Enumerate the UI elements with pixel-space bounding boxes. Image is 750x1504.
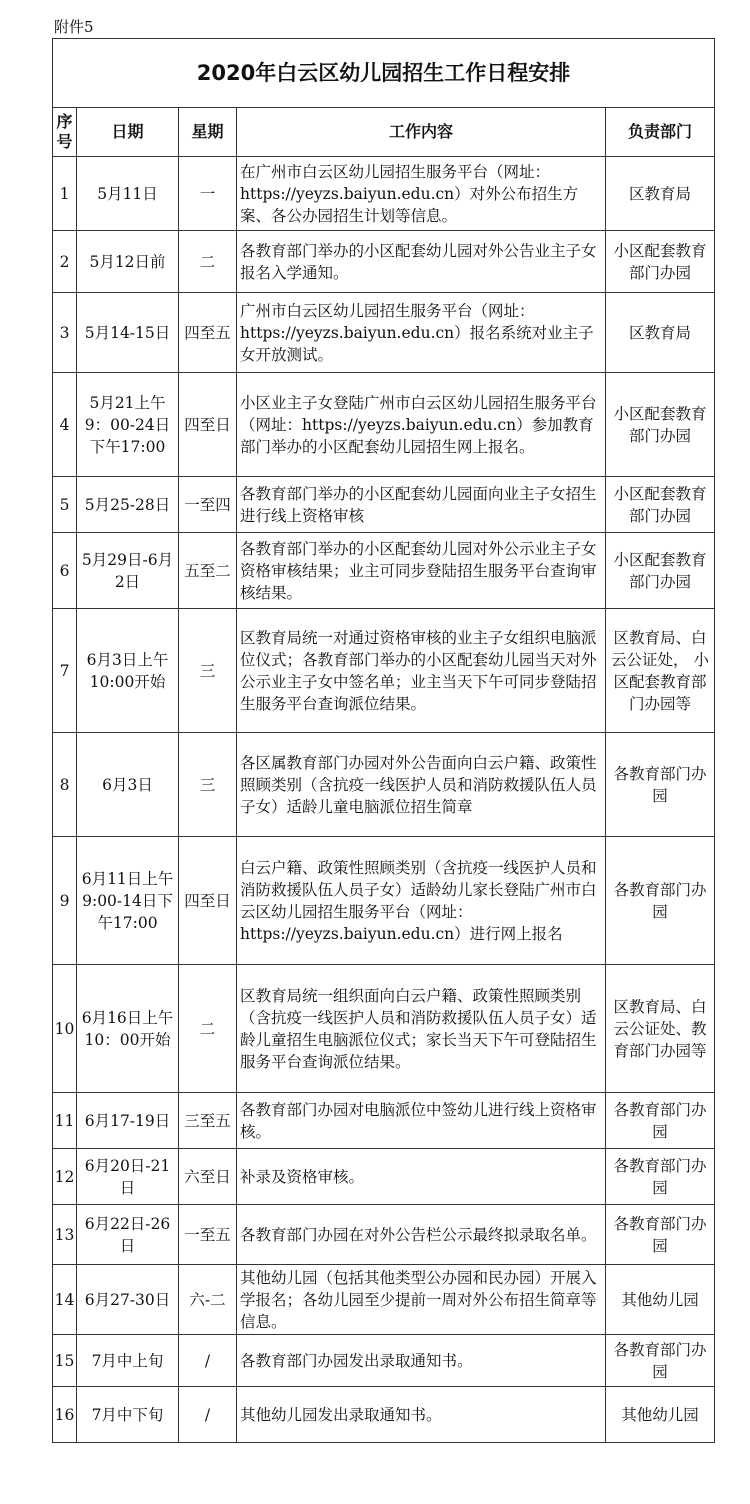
row-content: 白云户籍、政策性照顾类别（含抗疫一线医护人员和消防救援队伍人员子女）适龄幼儿家长登陆广州市白云区幼儿园招生服务平台（网址：https://yeyzs.baiyun.edu.cn）进行网上报名 xyxy=(237,837,606,965)
row-date: 5月29日-6月2日 xyxy=(77,533,179,609)
row-date: 7月中下旬 xyxy=(77,1387,179,1443)
row-weekday: 二 xyxy=(179,231,237,293)
row-date: 6月22日-26日 xyxy=(77,1205,179,1265)
row-date: 6月11日上午9:00-14日下午17:00 xyxy=(77,837,179,965)
table-row xyxy=(53,609,715,733)
row-number: 1 xyxy=(53,157,77,231)
table-row xyxy=(53,533,715,609)
row-content: 其他幼儿园（包括其他类型公办园和民办园）开展入学报名；各幼儿园至少提前一周对外公布招生简章等信息。 xyxy=(237,1265,606,1335)
row-date: 7月中上旬 xyxy=(77,1335,179,1387)
row-number: 9 xyxy=(53,837,77,965)
row-dept: 各教育部门办园 xyxy=(606,1335,715,1387)
row-weekday: 三 xyxy=(179,609,237,733)
row-weekday: 二 xyxy=(179,965,237,1093)
header-date: 日期 xyxy=(77,108,179,157)
header-row xyxy=(53,108,715,157)
row-number: 4 xyxy=(53,373,77,477)
table-row xyxy=(53,1265,715,1335)
row-weekday: / xyxy=(179,1387,237,1443)
row-dept: 各教育部门办园 xyxy=(606,1093,715,1149)
row-dept: 区教育局 xyxy=(606,157,715,231)
row-content: 区教育局统一组织面向白云户籍、政策性照顾类别（含抗疫一线医护人员和消防救援队伍人员子女）适龄儿童招生电脑派位仪式；家长当天下午可登陆招生服务平台查询派位结果。 xyxy=(237,965,606,1093)
row-dept: 区教育局、白云公证处， 小区配套教育部门办园等 xyxy=(606,609,715,733)
row-content: 区教育局统一对通过资格审核的业主子女组织电脑派位仪式；各教育部门举办的小区配套幼儿园当天对外公示业主子女中签名单；业主当天下午可同步登陆招生服务平台查询派位结果。 xyxy=(237,609,606,733)
attachment-label: 附件5 xyxy=(54,18,94,36)
row-date: 5月11日 xyxy=(77,157,179,231)
row-dept: 小区配套教育部门办园 xyxy=(606,477,715,533)
row-dept: 小区配套教育部门办园 xyxy=(606,533,715,609)
header-weekday: 星期 xyxy=(179,108,237,157)
row-content: 各教育部门举办的小区配套幼儿园对外公告业主子女报名入学通知。 xyxy=(237,231,606,293)
row-dept: 区教育局、白云公证处、教育部门办园等 xyxy=(606,965,715,1093)
table-row xyxy=(53,477,715,533)
row-number: 16 xyxy=(53,1387,77,1443)
row-dept: 区教育局 xyxy=(606,293,715,373)
row-number: 15 xyxy=(53,1335,77,1387)
row-number: 8 xyxy=(53,733,77,837)
row-date: 6月17-19日 xyxy=(77,1093,179,1149)
table-row xyxy=(53,1335,715,1387)
schedule-table xyxy=(52,38,715,1443)
table-row xyxy=(53,373,715,477)
row-dept: 各教育部门办园 xyxy=(606,1149,715,1205)
row-content: 各教育部门办园发出录取通知书。 xyxy=(237,1335,606,1387)
header-content: 工作内容 xyxy=(237,108,606,157)
title-row xyxy=(53,39,715,108)
row-dept: 其他幼儿园 xyxy=(606,1387,715,1443)
row-date: 6月3日 xyxy=(77,733,179,837)
row-date: 5月21上午9：00-24日下午17:00 xyxy=(77,373,179,477)
row-weekday: 六-二 xyxy=(179,1265,237,1335)
row-date: 6月20日-21日 xyxy=(77,1149,179,1205)
header-no: 序号 xyxy=(53,108,77,157)
row-content: 补录及资格审核。 xyxy=(237,1149,606,1205)
row-dept: 各教育部门办园 xyxy=(606,1205,715,1265)
row-dept: 小区配套教育部门办园 xyxy=(606,231,715,293)
row-weekday: 三至五 xyxy=(179,1093,237,1149)
row-content: 小区业主子女登陆广州市白云区幼儿园招生服务平台（网址：https://yeyzs.baiyun.edu.cn）参加教育部门举办的小区配套幼儿园招生网上报名。 xyxy=(237,373,606,477)
table-title: 2020年白云区幼儿园招生工作日程安排 xyxy=(53,39,715,108)
row-dept: 各教育部门办园 xyxy=(606,733,715,837)
row-content: 各教育部门举办的小区配套幼儿园面向业主子女招生进行线上资格审核 xyxy=(237,477,606,533)
row-date: 5月14-15日 xyxy=(77,293,179,373)
row-number: 7 xyxy=(53,609,77,733)
row-content: 各教育部门举办的小区配套幼儿园对外公示业主子女资格审核结果；业主可同步登陆招生服务平台查询审核结果。 xyxy=(237,533,606,609)
row-weekday: 四至五 xyxy=(179,293,237,373)
row-number: 14 xyxy=(53,1265,77,1335)
row-number: 3 xyxy=(53,293,77,373)
row-weekday: 四至日 xyxy=(179,373,237,477)
row-content: 各区属教育部门办园对外公告面向白云户籍、政策性照顾类别（含抗疫一线医护人员和消防救援队伍人员子女）适龄儿童电脑派位招生简章 xyxy=(237,733,606,837)
row-weekday: 一至五 xyxy=(179,1205,237,1265)
row-number: 12 xyxy=(53,1149,77,1205)
row-weekday: 三 xyxy=(179,733,237,837)
row-date: 6月27-30日 xyxy=(77,1265,179,1335)
row-number: 5 xyxy=(53,477,77,533)
row-weekday: 四至日 xyxy=(179,837,237,965)
row-content: 广州市白云区幼儿园招生服务平台（网址：https://yeyzs.baiyun.edu.cn）报名系统对业主子女开放测试。 xyxy=(237,293,606,373)
row-weekday: 六至日 xyxy=(179,1149,237,1205)
row-content: 各教育部门办园在对外公告栏公示最终拟录取名单。 xyxy=(237,1205,606,1265)
row-weekday: 一至四 xyxy=(179,477,237,533)
table-row xyxy=(53,231,715,293)
row-weekday: 一 xyxy=(179,157,237,231)
row-date: 5月25-28日 xyxy=(77,477,179,533)
table-row xyxy=(53,1149,715,1205)
table-row xyxy=(53,1093,715,1149)
row-content: 在广州市白云区幼儿园招生服务平台（网址：https://yeyzs.baiyun.edu.cn）对外公布招生方案、各公办园招生计划等信息。 xyxy=(237,157,606,231)
row-content: 其他幼儿园发出录取通知书。 xyxy=(237,1387,606,1443)
table-row xyxy=(53,837,715,965)
table-row xyxy=(53,965,715,1093)
row-dept: 各教育部门办园 xyxy=(606,837,715,965)
table-row xyxy=(53,157,715,231)
row-date: 6月3日上午10:00开始 xyxy=(77,609,179,733)
row-dept: 小区配套教育部门办园 xyxy=(606,373,715,477)
row-weekday: / xyxy=(179,1335,237,1387)
table-row xyxy=(53,293,715,373)
header-dept: 负责部门 xyxy=(606,108,715,157)
row-weekday: 五至二 xyxy=(179,533,237,609)
row-number: 10 xyxy=(53,965,77,1093)
row-dept: 其他幼儿园 xyxy=(606,1265,715,1335)
row-number: 11 xyxy=(53,1093,77,1149)
row-number: 13 xyxy=(53,1205,77,1265)
row-number: 2 xyxy=(53,231,77,293)
table-row xyxy=(53,1205,715,1265)
table-row xyxy=(53,733,715,837)
row-content: 各教育部门办园对电脑派位中签幼儿进行线上资格审核。 xyxy=(237,1093,606,1149)
table-row xyxy=(53,1387,715,1443)
row-date: 6月16日上午10：00开始 xyxy=(77,965,179,1093)
row-number: 6 xyxy=(53,533,77,609)
row-date: 5月12日前 xyxy=(77,231,179,293)
